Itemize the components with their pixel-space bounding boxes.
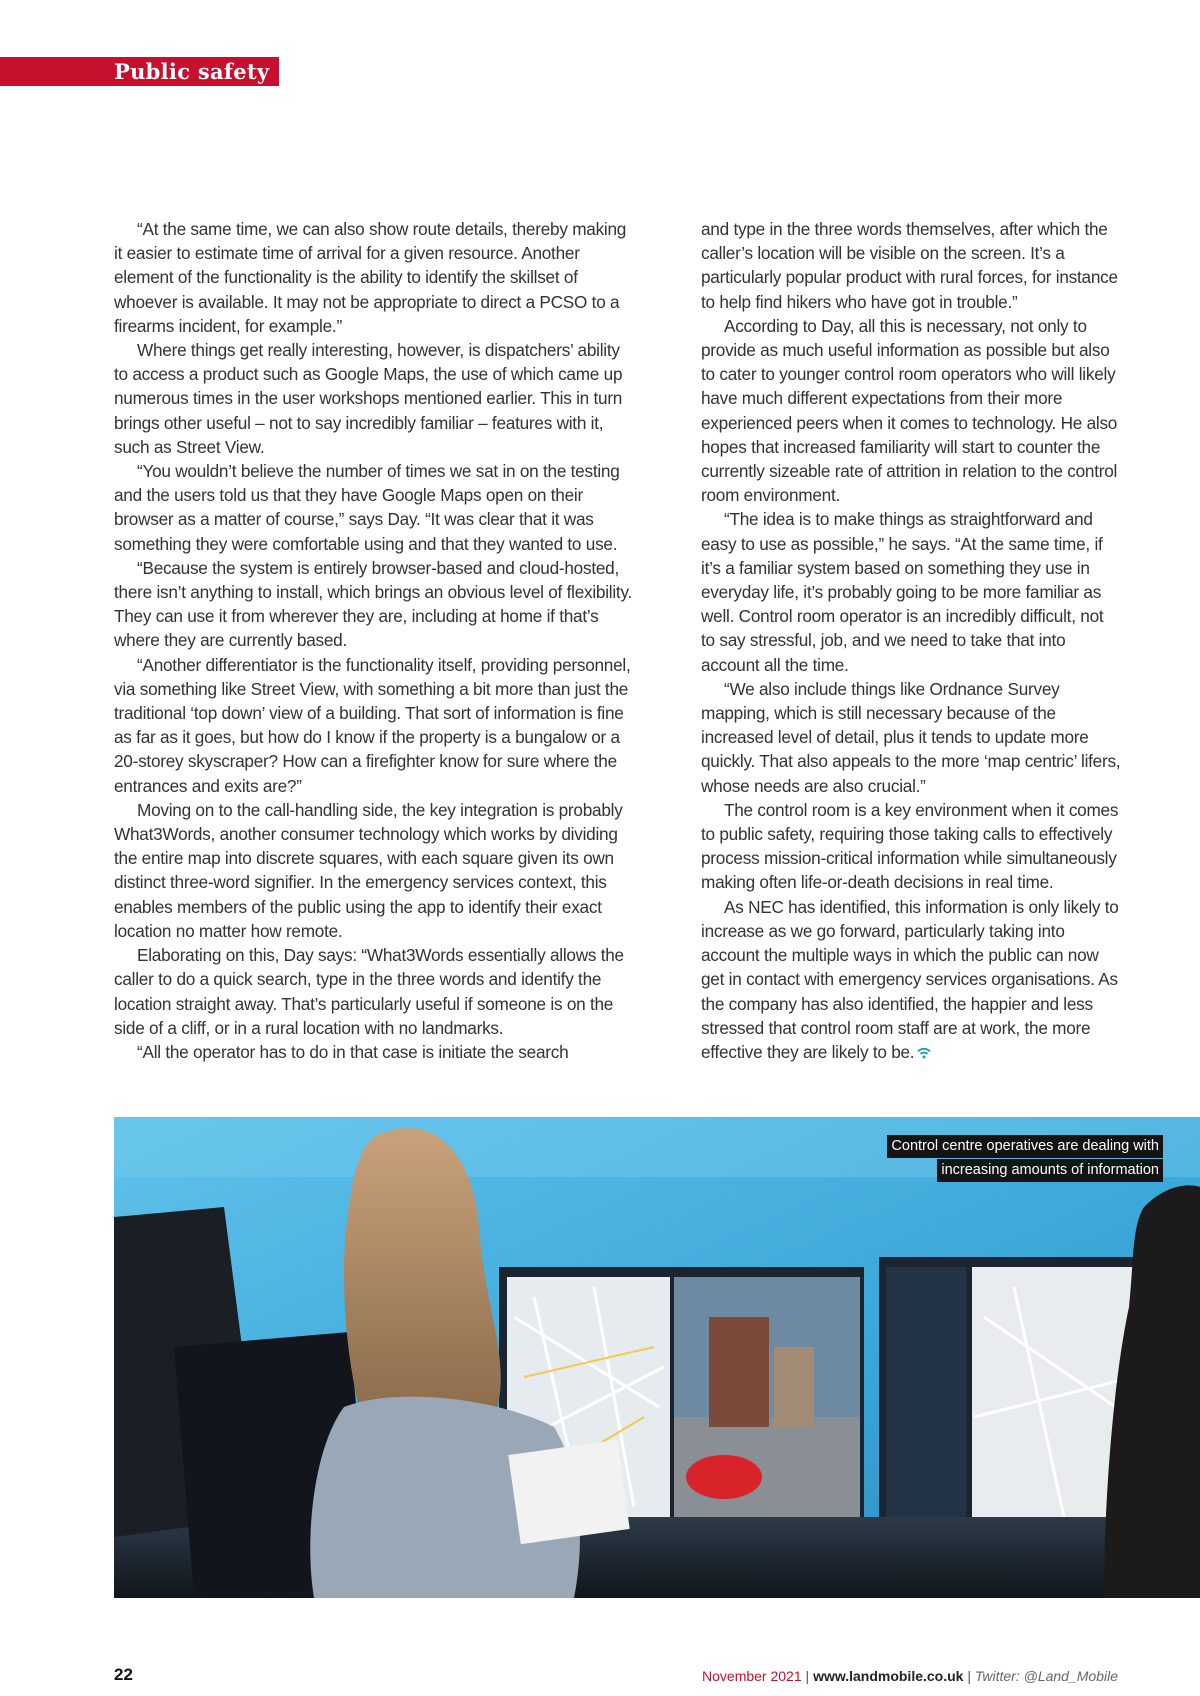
photo-caption: [887, 1135, 1163, 1183]
caption-line-1: Control centre operatives are dealing with: [887, 1135, 1163, 1158]
end-mark-signal-icon: [917, 1047, 931, 1059]
article-paragraph: The control room is a key environment when it comes to public safety, requiring those taking calls to effectively process mission-critical information while simultaneously making often life-or-death decisions in real time.: [701, 799, 1119, 893]
issue-date: November 2021: [702, 1668, 802, 1684]
footer-credits: [702, 1668, 1118, 1684]
article-paragraph: “All the operator has to do in that case is initiate the search: [137, 1041, 569, 1062]
article-paragraph: According to Day, all this is necessary, not only to provide as much useful information as possible but also to cater to younger control room operators who will likely have much different expectations from their more experienced peers when it comes to technology. He also hopes that increased familiarity will start to counter the currently sizeable rate of attrition in relation to the control room environment.: [701, 315, 1118, 506]
twitter-handle[interactable]: Twitter: @Land_Mobile: [974, 1668, 1118, 1684]
section-title: Public safety: [114, 59, 270, 84]
article-paragraph: “The idea is to make things as straightforward and easy to use as possible,” he says. “At the same time, if it’s a familiar system based on something they use in everyday life, it’s probably going to be more familiar as well. Control room operator is an incredibly difficult, not to say stressful, job, and we need to take that into account all the time.: [701, 509, 1104, 675]
control-room-illustration: [114, 1117, 1200, 1598]
article-paragraph: “At the same time, we can also show route details, thereby making it easier to estimate time of arrival for a given resource. Another element of the functionality is the ability to identify the skillset of whoever is available. It may not be appropriate to direct a PCSO to a firearms incident, for example.”: [114, 219, 627, 336]
website-link[interactable]: www.landmobile.co.uk: [813, 1668, 964, 1684]
article-column-right: [701, 217, 1121, 1064]
footer-separator: |: [801, 1668, 814, 1684]
control-room-photo: [114, 1117, 1200, 1598]
caption-line-2: increasing amounts of information: [937, 1159, 1163, 1182]
page-number: 22: [114, 1665, 133, 1684]
article-paragraph: “Because the system is entirely browser-based and cloud-hosted, there isn’t anything to install, which brings an obvious level of flexibility. They can use it from wherever they are, including at home if that’s where they are currently based.: [114, 557, 633, 651]
article-paragraph: Where things get really interesting, however, is dispatchers’ ability to access a product such as Google Maps, the use of which came up numerous times in the user workshops mentioned earlier. This in turn brings other useful – not to say incredibly familiar – features with it, such as Street View.: [114, 340, 623, 457]
article-paragraph: “You wouldn’t believe the number of times we sat in on the testing and the users told us that they have Google Maps open on their browser as a matter of course,” says Day. “It was clear that it was something they were comfortable using and that they wanted to use.: [114, 461, 620, 554]
article-paragraph-last: [701, 895, 1121, 1064]
article-paragraph: Moving on to the call-handling side, the key integration is probably What3Words, another consumer technology which works by dividing the entire map into discrete squares, with each square given its own distinct three-word signifier. In the emergency services context, this enables members of the public using the app to identify their exact location no matter how remote.: [114, 799, 623, 941]
article-column-left: [114, 217, 634, 1064]
article-paragraph: Elaborating on this, Day says: “What3Words essentially allows the caller to do a quick search, type in the three words and identify the location straight away. That’s particularly useful if someone is on the side of a cliff, or in a rural location with no landmarks.: [114, 945, 624, 1038]
footer-separator: |: [963, 1668, 975, 1684]
section-tab: [0, 57, 279, 86]
article-paragraph: “We also include things like Ordnance Survey mapping, which is still necessary because of the increased level of detail, plus it tends to update more quickly. That also appeals to the more ‘map centric’ lifers, whose needs are also crucial.”: [701, 678, 1121, 796]
article-paragraph-continued: and type in the three words themselves, after which the caller’s location will be visible on the screen. It’s a particularly popular product with rural forces, for instance to help find hikers who have got in trouble.”: [701, 219, 1118, 312]
article-paragraph: “Another differentiator is the functionality itself, providing personnel, via something like Street View, with something a bit more than just the traditional ‘top down’ view of a building. That sort of information is fine as far as it goes, but how do I know if the property is a bungalow or a 20-storey skyscraper? How can a firefighter know for sure where the entrances and exits are?”: [114, 654, 631, 796]
last-paragraph-text: As NEC has identified, this information is only likely to increase as we go forward, particularly taking into account the multiple ways in which the public can now get in contact with emergency services organisations. As the company has also identified, the happier and less stressed that control room staff are at work, the more effective they are likely to be.: [701, 896, 1119, 1062]
